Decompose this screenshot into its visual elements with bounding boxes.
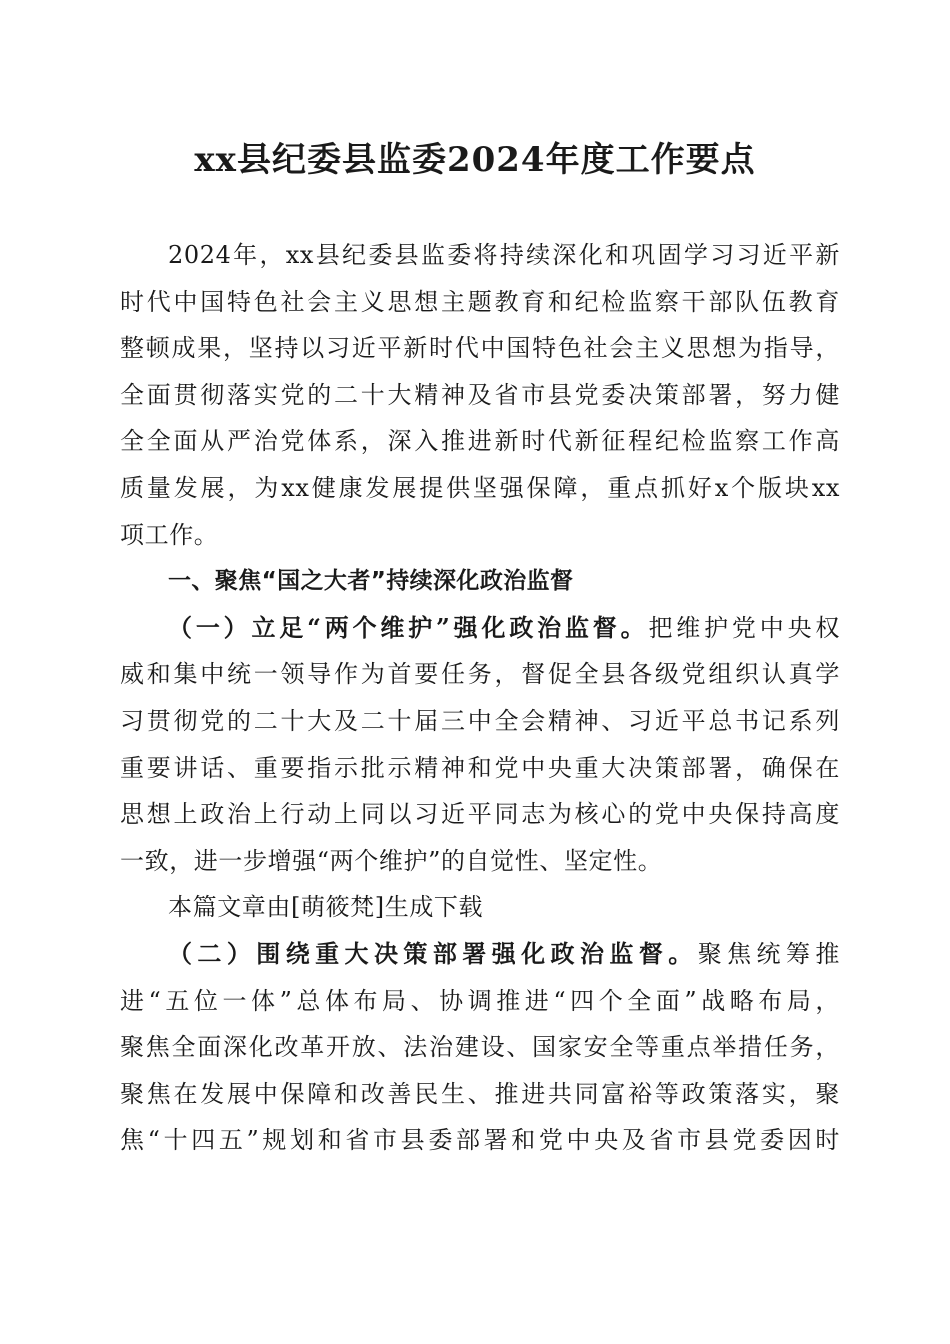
document-title: xx县纪委县监委2024年度工作要点 [194, 140, 756, 180]
subsection-2-first-line [120, 931, 840, 978]
intro-line: 质量发展，为xx健康发展提供坚强保障，重点抓好x个版块xx [120, 473, 840, 502]
subsection-1-line: 习贯彻党的二十大及二十届三中全会精神、习近平总书记系列 [120, 706, 840, 735]
generated-note: 本篇文章由[萌筱梵]生成下载 [168, 893, 484, 922]
intro-line: 全全面从严治党体系，深入推进新时代新征程纪检监察工作高 [120, 427, 840, 456]
subsection-1-line: 威和集中统一领导作为首要任务，督促全县各级党组织认真学 [120, 660, 840, 689]
section-heading: 一、聚焦“国之大者”持续深化政治监督 [168, 568, 574, 595]
intro-line: 时代中国特色社会主义思想主题教育和纪检监察干部队伍教育 [120, 287, 840, 316]
subsection-2-line: 聚焦在发展中保障和改善民生、推进共同富裕等政策落实，聚 [120, 1079, 840, 1108]
subsection-2-lead: （二）围绕重大决策部署强化政治监督。 [168, 938, 698, 968]
intro-line: 全面贯彻落实党的二十大精神及省市县党委决策部署，努力健 [120, 380, 840, 409]
subsection-1-line: 一致，进一步增强“两个维护”的自觉性、坚定性。 [120, 846, 663, 875]
subsection-1-first-line [120, 605, 840, 652]
subsection-2-line: 焦“十四五”规划和省市县委部署和党中央及省市县党委因时 [120, 1126, 840, 1155]
subsection-1-line: 思想上政治上行动上同以习近平同志为核心的党中央保持高度 [120, 800, 840, 829]
subsection-2-line: 聚焦全面深化改革开放、法治建设、国家安全等重点举措任务， [120, 1033, 840, 1062]
intro-line: 项工作。 [120, 520, 219, 549]
document-body [120, 232, 840, 1164]
subsection-1-line: 重要讲话、重要指示批示精神和党中央重大决策部署，确保在 [120, 753, 840, 782]
subsection-2-line: 进“五位一体”总体布局、协调推进“四个全面”战略布局， [120, 986, 840, 1015]
subsection-1-first-rest: 把维护党中央权 [648, 613, 840, 642]
intro-line: 整顿成果，坚持以习近平新时代中国特色社会主义思想为指导， [120, 334, 840, 363]
intro-line: 2024年，xx县纪委县监委将持续深化和巩固学习习近平新 [168, 241, 840, 269]
subsection-2-first-rest: 聚焦统筹推 [697, 939, 840, 968]
subsection-1-lead: （一）立足“两个维护”强化政治监督。 [168, 612, 649, 642]
